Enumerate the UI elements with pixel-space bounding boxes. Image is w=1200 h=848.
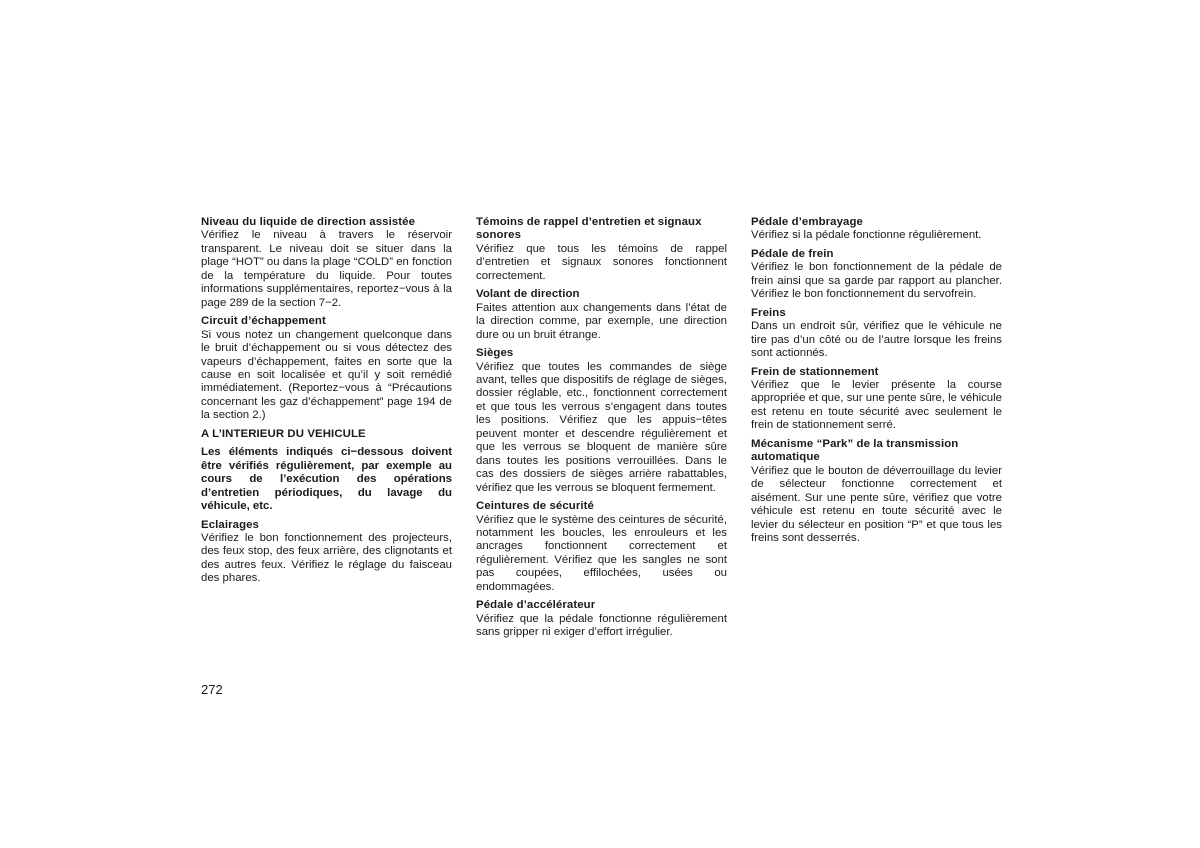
section-seat-belts xyxy=(476,500,727,594)
section-body: Vérifiez le niveau à travers le réservoir transparent. Le niveau doit se situer dans la plage “HOT” ou dans la plage “COLD” en fonction de la température du liquide. Pour toutes informations supplémentaires, reportez−vous à la page 289 de la section 7−2. xyxy=(201,229,452,309)
section-body: Vérifiez le bon fonctionnement des projecteurs, des feux stop, des feux arrière, des clignotants et des autres feux. Vérifiez le réglage du faisceau des phares. xyxy=(201,531,452,585)
section-body: Vérifiez que le bouton de déverrouillage du levier de sélecteur fonctionne correctement et aisément. Sur une pente sûre, vérifiez que votre véhicule est retenu en toute sécurité avec le levier du sélecteur en position “P” et que tous les freins sont desserrés. xyxy=(751,464,1002,544)
section-body: Vérifiez si la pédale fonctionne régulièrement. xyxy=(751,229,982,242)
section-body: Vérifiez que la pédale fonctionne régulièrement sans gripper ni exiger d’effort irrégulier. xyxy=(476,612,727,639)
section-body: Vérifiez que le système des ceintures de sécurité, notamment les boucles, les enrouleurs et les ancrages fonctionnent correctement et régulièrement. Vérifiez que les sangles ne sont pas coupées, effilochées, usées ou endommagées. xyxy=(476,513,727,593)
section-subtitle: A L’INTERIEUR DU VEHICULE xyxy=(201,427,366,440)
section-exhaust-system xyxy=(201,315,452,423)
section-parking-brake xyxy=(751,366,1002,433)
section-heading: Mécanisme “Park” de la transmission automatique xyxy=(751,437,959,464)
section-body: Dans un endroit sûr, vérifiez que le véhicule ne tire pas d’un côté ou de l’autre lorsque les freins sont actionnés. xyxy=(751,320,1002,360)
section-heading: Volant de direction xyxy=(476,288,580,301)
section-heading: Ceintures de sécurité xyxy=(476,500,594,513)
section-heading: Niveau du liquide de direction assistée xyxy=(201,216,416,228)
section-transmission-park xyxy=(751,438,1002,546)
section-heading: Pédale d’embrayage xyxy=(751,216,863,228)
column-1 xyxy=(201,216,452,591)
section-seats xyxy=(476,347,727,495)
section-body: Vérifiez que tous les témoins de rappel d’entretien et signaux sonores fonctionnent correctement. xyxy=(476,242,727,282)
section-heading: Pédale de frein xyxy=(751,247,834,260)
section-heading: Eclairages xyxy=(201,518,259,531)
section-warning-lights xyxy=(476,216,727,283)
section-brake-pedal xyxy=(751,248,1002,302)
section-heading: Freins xyxy=(751,306,786,319)
section-body: Vérifiez que le levier présente la course appropriée et que, sur une pente sûre, le véhicule est retenu en toute sécurité avec seulement le frein de stationnement serré. xyxy=(751,378,1002,432)
section-body: Faites attention aux changements dans l’état de la direction comme, par exemple, une direction dure ou un bruit étrange. xyxy=(476,301,727,341)
section-heading: Témoins de rappel d’entretien et signaux sonores xyxy=(476,216,702,242)
section-clutch-pedal xyxy=(751,216,1002,243)
section-heading: Sièges xyxy=(476,347,514,360)
column-3 xyxy=(751,216,1002,550)
section-interior-subtitle xyxy=(201,428,452,441)
section-body: Vérifiez que toutes les commandes de siège avant, telles que dispositifs de réglage de sièges, dossier réglable, etc., fonctionnent correctement et que tous les verrous s’engagent dans toutes les positions. Vérifiez que les appuis−têtes peuvent monter et descendre régulièrement et que les verrous se bloquent de manière sûre dans toutes les positions verrouillées. Dans le cas des dossiers de sièges arrière rabattables, vérifiez que les verrous se bloquent fermement. xyxy=(476,360,727,494)
section-lights xyxy=(201,519,452,586)
section-brakes xyxy=(751,307,1002,361)
intro-paragraph: Les éléments indiqués ci−dessous doivent être vérifiés régulièrement, par exemple au cours de l’exécution des opérations d’entretien périodiques, du lavage du véhicule, etc. xyxy=(201,446,452,513)
section-body: Vérifiez le bon fonctionnement de la pédale de frein ainsi que sa garde par rapport au plancher. Vérifiez le bon fonctionnement du servofrein. xyxy=(751,261,1002,301)
section-heading: Pédale d’accélérateur xyxy=(476,599,596,612)
column-2 xyxy=(476,216,727,645)
page-number: 272 xyxy=(201,682,223,697)
section-heading: Circuit d’échappement xyxy=(201,315,326,328)
section-heading: Frein de stationnement xyxy=(751,365,879,378)
section-accelerator-pedal xyxy=(476,599,727,639)
section-steering-wheel xyxy=(476,288,727,342)
section-power-steering-fluid xyxy=(201,216,452,310)
section-body: Si vous notez un changement quelconque dans le bruit d’échappement ou si vous détectez des vapeurs d’échappement, faites en sorte que la cause en soit localisée et qu’il y soit remédié immédiatement. (Reportez−vous à “Précautions concernant les gaz d’échappement” page 194 de la section 2.) xyxy=(201,328,452,422)
